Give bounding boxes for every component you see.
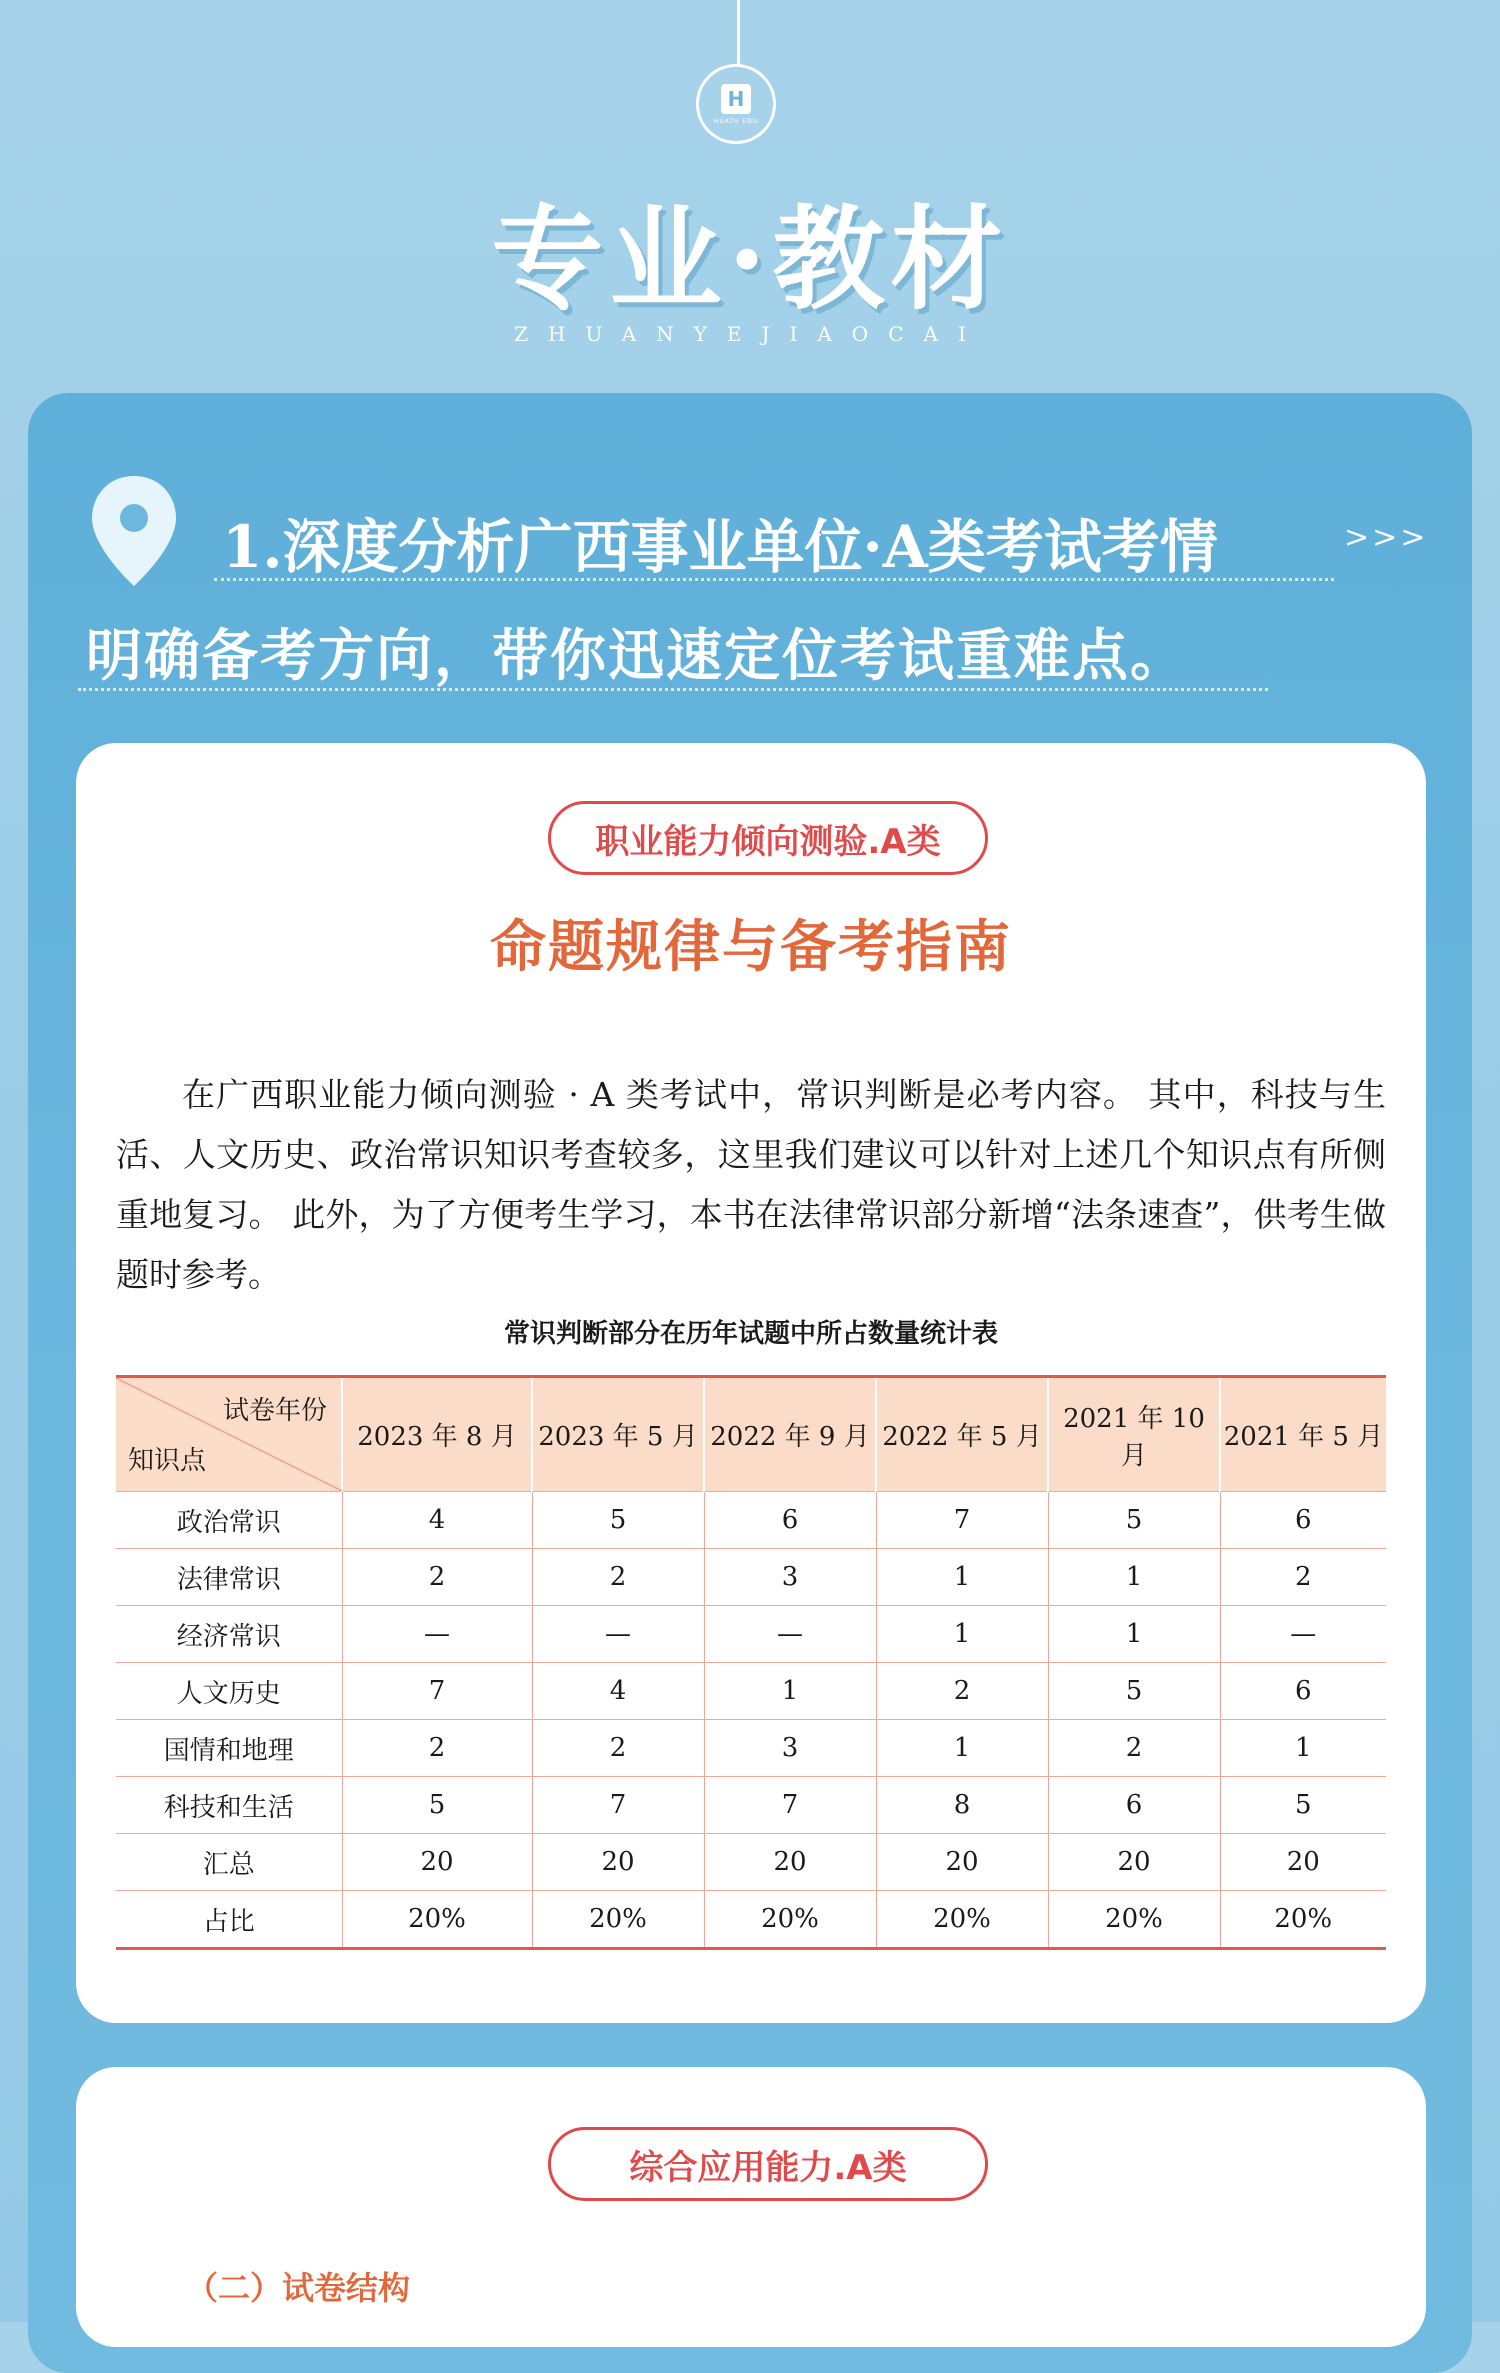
table-cell: 1 [1048,1606,1220,1663]
table-cell: 20 [532,1834,704,1891]
column-header: 2021 年 5 月 [1220,1377,1386,1492]
column-header: 2022 年 9 月 [704,1377,876,1492]
table-row [116,1663,1386,1720]
table-cell: 20 [876,1834,1048,1891]
table-cell: 7 [532,1777,704,1834]
table-cell: 6 [1048,1777,1220,1834]
section-heading: 1.深度分析广西事业单位·A类考试考情 [222,513,1218,581]
table-cell: — [1220,1606,1386,1663]
category-badge: 综合应用能力.A类 [548,2127,988,2201]
table-cell: 5 [342,1777,532,1834]
table-cell: — [532,1606,704,1663]
table-cell: — [342,1606,532,1663]
table-cell: 5 [1220,1777,1386,1834]
table-row [116,1720,1386,1777]
logo-text: HUATU EDU [713,117,759,125]
corner-bottom-label: 知识点 [128,1446,207,1476]
brand-logo [696,64,776,144]
structure-card [76,2067,1426,2347]
table-cell: 3 [704,1549,876,1606]
structure-heading: （二）试卷结构 [186,2269,411,2307]
table-cell: 1 [876,1606,1048,1663]
logo-mark-icon: H [721,84,751,114]
table-cell: 20 [704,1834,876,1891]
table-cell: 20% [532,1891,704,1949]
location-pin-icon [86,472,182,590]
table-cell: 2 [1220,1549,1386,1606]
column-header: 2023 年 5 月 [532,1377,704,1492]
table-cell: 7 [704,1777,876,1834]
table-row [116,1891,1386,1949]
row-label: 政治常识 [116,1492,342,1549]
table-cell: 2 [1048,1720,1220,1777]
table-corner-cell [116,1377,342,1492]
table-cell: 6 [1220,1663,1386,1720]
table-cell: 20% [342,1891,532,1949]
category-badge: 职业能力倾向测验.A类 [548,801,988,875]
table-cell: 8 [876,1777,1048,1834]
table-cell: 1 [876,1549,1048,1606]
table-cell: 20% [1220,1891,1386,1949]
table-cell: 1 [876,1720,1048,1777]
table-cell: 1 [1220,1720,1386,1777]
stats-table [116,1375,1386,1950]
table-header-row [116,1377,1386,1492]
table-row [116,1549,1386,1606]
row-label: 人文历史 [116,1663,342,1720]
row-label: 科技和生活 [116,1777,342,1834]
table-cell: 5 [1048,1492,1220,1549]
card-title: 命题规律与备考指南 [490,915,1012,980]
corner-top-label: 试卷年份 [222,1396,327,1426]
divider [214,578,1334,581]
table-cell: 20% [704,1891,876,1949]
table-caption: 常识判断部分在历年试题中所占数量统计表 [503,1319,998,1349]
table-cell: 6 [1220,1492,1386,1549]
row-label: 国情和地理 [116,1720,342,1777]
table-cell: 1 [704,1663,876,1720]
table-cell: 2 [342,1549,532,1606]
arrows-icon: >>> [1344,520,1429,555]
table-row [116,1777,1386,1834]
page-subtitle: ZHUANYEJIAOCAI [514,322,986,346]
table-cell: 5 [1048,1663,1220,1720]
table-cell: 20% [876,1891,1048,1949]
row-label: 经济常识 [116,1606,342,1663]
column-header: 2021 年 10 月 [1048,1377,1220,1492]
table-cell: 1 [1048,1549,1220,1606]
table-cell: — [704,1606,876,1663]
table-cell: 2 [532,1549,704,1606]
table-cell: 2 [876,1663,1048,1720]
table-cell: 4 [532,1663,704,1720]
table-cell: 4 [342,1492,532,1549]
table-cell: 20% [1048,1891,1220,1949]
column-header: 2022 年 5 月 [876,1377,1048,1492]
intro-paragraph: 在广西职业能力倾向测验 · A 类考试中，常识判断是必考内容。 其中，科技与生活、人文历史、政治常识知识考查较多，这里我们建议可以针对上述几个知识点有所侧重地复习。 此外，为了方便考生学习，本书在法律常识部分新增“法条速查”，供考生做题时参考。 [116,1075,1386,1294]
column-header: 2023 年 8 月 [342,1377,532,1492]
section-tagline: 明确备考方向，带你迅速定位考试重难点。 [86,623,1188,689]
table-cell: 7 [342,1663,532,1720]
guide-card [76,743,1426,2023]
row-label: 法律常识 [116,1549,342,1606]
table-cell: 5 [532,1492,704,1549]
table-row [116,1834,1386,1891]
row-label: 汇总 [116,1834,342,1891]
divider [78,688,1268,691]
table-row [116,1606,1386,1663]
table-cell: 2 [342,1720,532,1777]
table-cell: 20 [342,1834,532,1891]
table-cell: 20 [1220,1834,1386,1891]
table-cell: 6 [704,1492,876,1549]
page-title: 专业·教材 [491,194,1009,325]
table-row [116,1492,1386,1549]
table-cell: 20 [1048,1834,1220,1891]
table-cell: 7 [876,1492,1048,1549]
hanging-line [737,0,740,66]
row-label: 占比 [116,1891,342,1949]
table-cell: 3 [704,1720,876,1777]
table-cell: 2 [532,1720,704,1777]
